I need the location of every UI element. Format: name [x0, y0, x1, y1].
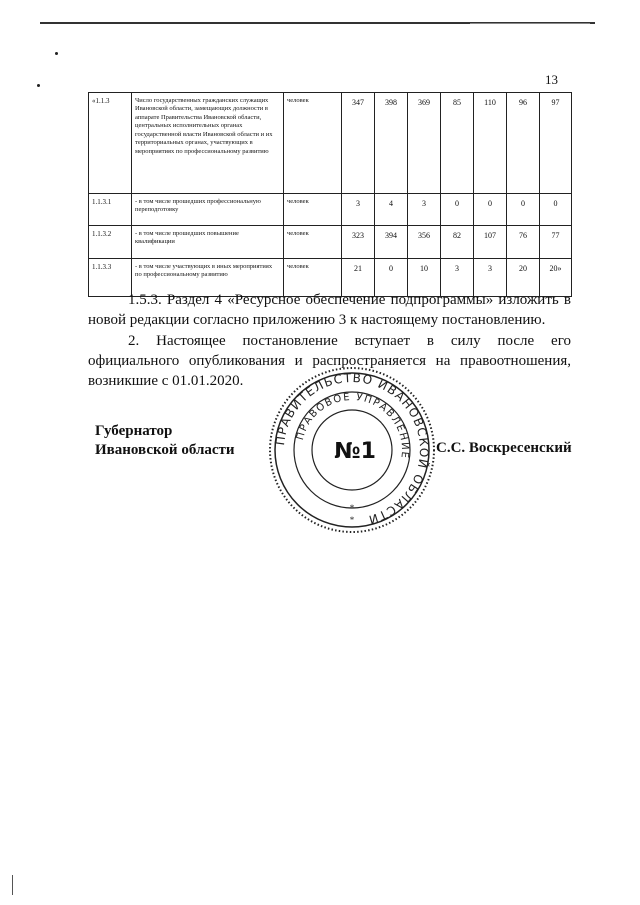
row-value: 394 [375, 226, 408, 259]
row-unit: человек [284, 194, 342, 226]
row-value: 0 [375, 259, 408, 297]
table-row [89, 194, 572, 226]
row-unit: человек [284, 226, 342, 259]
signatory-title-line2: Ивановской области [95, 442, 235, 458]
row-code: 1.1.3.3 [89, 259, 132, 297]
margin-mark [12, 875, 13, 895]
scan-dot [55, 52, 58, 55]
row-value: 4 [375, 194, 408, 226]
page-number: 13 [545, 72, 558, 87]
row-value: 347 [342, 93, 375, 194]
seal-star-icon: * [349, 503, 355, 513]
table-row [89, 93, 572, 194]
seal-inner-text: ПРАВОВОЕ УПРАВЛЕНИЕ [294, 391, 411, 460]
row-description: Число государственных гражданских служащих Ивановской области, замещающих должности в аппарате Правительства Ивановской области, центральных исполнительных органах государственной власти Ивановской области и их территориальных органах, участвующих в мероприятиях по профессиональному развитию [132, 93, 284, 194]
row-value: 20» [540, 259, 572, 297]
seal-outer-text: ПРАВИТЕЛЬСТВО ИВАНОВСКОЙ ОБЛАСТИ [273, 370, 432, 528]
row-value: 96 [507, 93, 540, 194]
table-row [89, 226, 572, 259]
row-code: 1.1.3.1 [89, 194, 132, 226]
row-description: - в том числе участвующих в иных мероприятиях по профессиональному развитию [132, 259, 284, 297]
row-description: - в том числе прошедших повышение квалификации [132, 226, 284, 259]
seal-number: №1 [334, 439, 376, 464]
signatory-title [95, 422, 235, 460]
paragraph-section-1-5-3: 1.5.3. Раздел 4 «Ресурсное обеспечение подпрограммы» изложить в новой редакции согласно приложению 3 к настоящему постановлению. [88, 292, 571, 328]
row-unit: человек [284, 259, 342, 297]
row-value: 3 [408, 194, 441, 226]
row-description: - в том числе прошедших профессиональную переподготовку [132, 194, 284, 226]
row-value: 0 [441, 194, 474, 226]
row-value: 97 [540, 93, 572, 194]
row-value: 21 [342, 259, 375, 297]
row-value: 20 [507, 259, 540, 297]
row-value: 3 [441, 259, 474, 297]
row-value: 110 [474, 93, 507, 194]
row-value: 10 [408, 259, 441, 297]
signatory-name: С.С. Воскресенский [436, 440, 572, 456]
row-value: 0 [507, 194, 540, 226]
scan-dot [37, 84, 40, 87]
top-border-line-faint [470, 23, 590, 24]
paragraph-effective-date: 2. Настоящее постановление вступает в силу после его официального опубликования и распространяется на правоотношения, возникшие с 01.01.2020. [88, 333, 571, 389]
indicator-table [88, 92, 572, 297]
row-value: 323 [342, 226, 375, 259]
seal-star-icon: * [349, 515, 355, 525]
row-value: 398 [375, 93, 408, 194]
row-value: 356 [408, 226, 441, 259]
row-value: 3 [342, 194, 375, 226]
row-value: 0 [474, 194, 507, 226]
signatory-title-line1: Губернатор [95, 423, 173, 439]
row-code: «1.1.3 [89, 93, 132, 194]
row-value: 0 [540, 194, 572, 226]
row-value: 3 [474, 259, 507, 297]
row-value: 82 [441, 226, 474, 259]
row-unit: человек [284, 93, 342, 194]
row-code: 1.1.3.2 [89, 226, 132, 259]
row-value: 369 [408, 93, 441, 194]
row-value: 76 [507, 226, 540, 259]
row-value: 77 [540, 226, 572, 259]
row-value: 85 [441, 93, 474, 194]
row-value: 107 [474, 226, 507, 259]
official-seal [267, 365, 437, 535]
